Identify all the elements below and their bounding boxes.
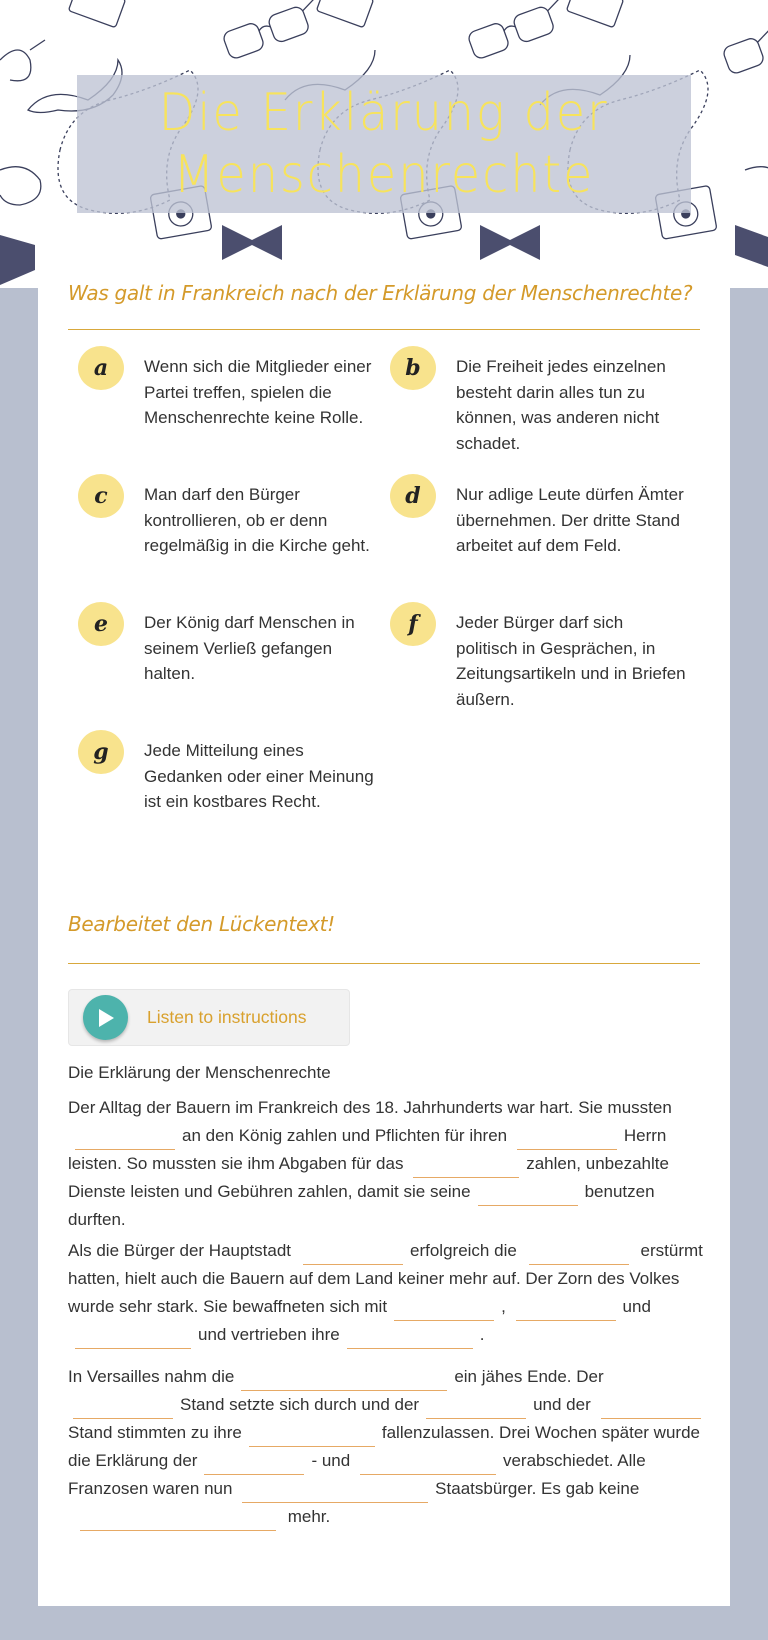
cloze-text: benutzen durften.: [68, 1181, 655, 1229]
cloze-text: mehr.: [287, 1507, 331, 1526]
listen-to-instructions-button[interactable]: [68, 989, 350, 1046]
cloze-paragraph-1: [68, 1094, 708, 1233]
gap-input[interactable]: [516, 1294, 616, 1321]
section-title-question: Was galt in Frankreich nach der Erklärung der Menschenrechte?: [68, 281, 693, 305]
page-title-line2: Menschenrechte: [173, 145, 595, 205]
gap-input[interactable]: [517, 1123, 617, 1150]
gap-input[interactable]: [80, 1504, 276, 1531]
cloze-text: und der: [533, 1395, 591, 1414]
cloze-text: .: [479, 1324, 485, 1344]
section-divider: [68, 963, 700, 964]
cloze-text: ,: [501, 1296, 506, 1316]
option-badge-c[interactable]: c: [78, 474, 124, 518]
cloze-text: und vertrieben ihre: [198, 1324, 340, 1344]
cloze-text: Staatsbürger. Es gab keine: [435, 1479, 640, 1498]
gap-input[interactable]: [75, 1123, 175, 1150]
cloze-text: erstürmt hatten, hielt auch die Bauern auf dem Land keiner mehr auf. Der Zorn des Volkes wurde sehr stark. Sie bewaffneten sich mit: [68, 1241, 703, 1316]
cloze-text: In Versailles nahm die: [68, 1367, 235, 1386]
header-banner: [0, 0, 768, 288]
gap-input[interactable]: [426, 1392, 526, 1419]
option-badge-e[interactable]: e: [78, 602, 124, 646]
cloze-text: ein jähes Ende. Der: [454, 1367, 604, 1386]
option-text: Man darf den Bürger kontrollieren, ob er denn regelmäßig in die Kirche geht.: [144, 485, 370, 555]
gap-input[interactable]: [204, 1448, 304, 1475]
cloze-text: Stand stimmten zu ihre: [68, 1423, 242, 1442]
cloze-text: Herrn leisten. So mussten sie ihm Abgaben für das: [68, 1125, 667, 1173]
gap-input[interactable]: [249, 1420, 375, 1447]
gap-input[interactable]: [241, 1364, 447, 1391]
cloze-text: verabschiedet. Alle Franzosen waren nun: [68, 1451, 646, 1498]
section-title-cloze: Bearbeitet den Lückentext!: [68, 912, 335, 936]
gap-input[interactable]: [478, 1179, 578, 1206]
option-badge-a[interactable]: a: [78, 346, 124, 390]
cloze-text: fallenzulassen. Drei Wochen später wurde die Erklärung der: [68, 1423, 700, 1470]
gap-input[interactable]: [73, 1392, 173, 1419]
gap-input[interactable]: [601, 1392, 701, 1419]
cloze-text: an den König zahlen und Pflichten für ihren: [182, 1125, 508, 1145]
cloze-title: Die Erklärung der Menschenrechte: [68, 1063, 331, 1082]
title-overlay: [77, 75, 691, 213]
option-badge-b[interactable]: b: [390, 346, 436, 390]
option-badge-g[interactable]: g: [78, 730, 124, 774]
option-text: Jede Mitteilung eines Gedanken oder einer Meinung ist ein kostbares Recht.: [144, 741, 374, 811]
gap-input[interactable]: [360, 1448, 496, 1475]
cloze-paragraph-3: [68, 1363, 708, 1531]
cloze-text: zahlen, unbezahlte Dienste leisten und Gebühren zahlen, damit sie seine: [68, 1153, 669, 1201]
section-divider: [68, 329, 700, 330]
gap-input[interactable]: [303, 1238, 403, 1265]
gap-input[interactable]: [347, 1322, 473, 1349]
page-title-line1: Die Erklärung der: [159, 83, 609, 143]
cloze-text: erfolgreich die: [410, 1241, 517, 1260]
cloze-text: Der Alltag der Bauern im Frankreich des 18. Jahrhunderts war hart. Sie mussten: [68, 1098, 672, 1117]
option-text: Der König darf Menschen in seinem Verließ gefangen halten.: [144, 613, 355, 683]
cloze-text: und: [622, 1296, 651, 1316]
gap-input[interactable]: [413, 1151, 519, 1178]
listen-label: Listen to instructions: [147, 1007, 307, 1027]
gap-input[interactable]: [529, 1238, 629, 1265]
gap-input[interactable]: [75, 1322, 191, 1349]
cloze-text: Stand setzte sich durch und der: [180, 1395, 420, 1414]
option-badge-f[interactable]: f: [390, 602, 436, 646]
option-text: Wenn sich die Mitglieder einer Partei treffen, spielen die Menschenrechte keine Rolle.: [144, 357, 372, 427]
play-icon[interactable]: [83, 995, 128, 1040]
worksheet-card: [38, 281, 730, 1606]
option-text: Jeder Bürger darf sich politisch in Gesprächen, in Zeitungsartikeln und in Briefen äußern.: [456, 613, 686, 709]
option-text: Nur adlige Leute dürfen Ämter übernehmen. Der dritte Stand arbeitet auf dem Feld.: [456, 485, 684, 555]
cloze-text: Als die Bürger der Hauptstadt: [68, 1241, 292, 1260]
cloze-paragraph-2: [68, 1237, 708, 1349]
cloze-text: - und: [311, 1451, 351, 1470]
option-badge-d[interactable]: d: [390, 474, 436, 518]
gap-input[interactable]: [394, 1294, 494, 1321]
option-text: Die Freiheit jedes einzelnen besteht darin alles tun zu können, was anderen nicht schadet.: [456, 357, 666, 453]
gap-input[interactable]: [242, 1476, 428, 1503]
